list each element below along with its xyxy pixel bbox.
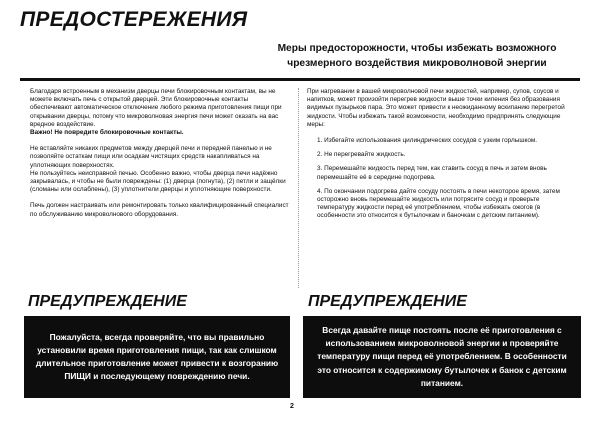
- precaution-item: 4. По окончании подогрева дайте сосуду постоять в печи некоторое время, затем осторожно вновь перемешайте жидкость или потрясите сосуд и проверьте температуру жидкости перед её употреблением, чтобы избежать ожогов (в особенности это относится к бутылочкам и баночкам с детским питанием).: [317, 187, 560, 220]
- warning-text-left: Пожалуйста, всегда проверяйте, что вы правильно установили время приготовления пищи, так как слишком длительное приготовление может привести к возгоранию ПИЩИ и последующему повреждению печи.: [35, 331, 279, 382]
- door-text: Не вставляйте никаких предметов между дверцей печи и передней панелью и не позволяйте остаткам пищи или осадкам чистящих средств накапливаться на уплотняющих поверхностях.: [30, 145, 272, 169]
- precaution-list: [307, 137, 575, 221]
- interlock-important: Важно! Не повредите блокировочные контакты.: [30, 129, 184, 137]
- interlock-paragraph: [30, 88, 290, 137]
- page-subtitle: Меры предосторожности, чтобы избежать возможного чрезмерного воздействия микроволновой энергии: [277, 43, 557, 69]
- precaution-item: 1. Избегайте использования цилиндрических сосудов с узким горлышком.: [317, 137, 538, 145]
- door-paragraph: [30, 145, 290, 194]
- damaged-oven-text: Не пользуйтесь неисправной печью. Особенно важно, чтобы дверца печи надёжно закрывалась, и чтобы не были повреждены: (1) дверца (погнута), (2) петли и защёлки (сломаны или ослаблены), (3) уплотнители дверцы и уплотняющие поверхности.: [30, 169, 286, 194]
- service-paragraph: Печь должен настраивать или ремонтировать только квалифицированный специалист по обслуживанию микроволнового оборудования.: [30, 202, 289, 218]
- interlock-text: Благодаря встроенным в механизм дверцы печи блокировочным контактам, вы не можете включать печь с открытой дверцей. Эти блокировочные контакты обеспечивают автоматическое отключение любого режима приготовления пищи при открывании дверцы, потому что микроволновая энергия печи может оказать на вас вредное воздействие.: [30, 88, 282, 128]
- warning-box-left: [24, 316, 290, 398]
- page-title: ПРЕДОСТЕРЕЖЕНИЯ: [20, 8, 248, 31]
- page-number: 2: [290, 403, 294, 410]
- left-column: [30, 88, 290, 227]
- liquid-intro: При нагревании в вашей микроволновой печи жидкостей, например, супов, соусов и напитков, может произойти перегрев жидкости выше точки кипения без образования видимых пузырьков пара. Это может привести к неожиданному вскипанию перегретой жидкости. Чтобы избежать такой возможности, необходимо предпринять следующие меры:: [307, 88, 565, 128]
- column-divider: [298, 88, 299, 288]
- warning-heading-left: ПРЕДУПРЕЖДЕНИЕ: [28, 293, 187, 310]
- precaution-item: 3. Перемешайте жидкость перед тем, как ставить сосуд в печь и затем вновь перемешайте её в середине подогрева.: [317, 165, 547, 181]
- warning-box-right: [303, 316, 581, 398]
- right-column: [307, 88, 575, 227]
- precaution-item: 2. Не перегревайте жидкость.: [317, 151, 406, 159]
- warning-heading-right: ПРЕДУПРЕЖДЕНИЕ: [308, 293, 467, 310]
- warning-text-right: Всегда давайте пище постоять после её приготовления с использованием микроволновой энергии и проверяйте температуру пищи перед её употреблением. В особенности это относится к содержимому бутылочек и банок с детским питанием.: [317, 324, 567, 388]
- header-rule: [20, 78, 580, 81]
